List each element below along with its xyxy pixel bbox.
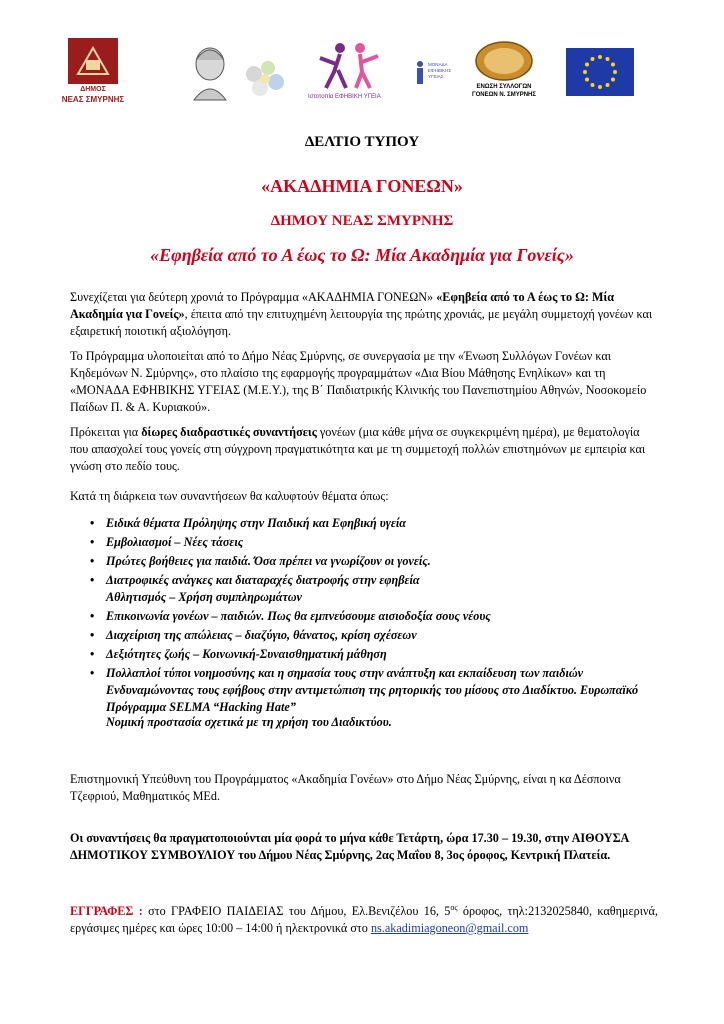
press-release-title: ΔΕΛΤΙΟ ΤΥΠΟΥ bbox=[304, 134, 420, 150]
meetings-highlight: δίωρες διαδραστικές συναντήσεις bbox=[141, 425, 317, 439]
dimos-logo bbox=[62, 38, 124, 106]
topic-item-continuation: Νομική προστασία σχετικά με τη χρήση του Διαδικτύου. bbox=[106, 715, 392, 729]
topic-item-continuation: Αθλητισμός – Χρήση συμπληρωμάτων bbox=[106, 590, 302, 604]
athena-bust-icon bbox=[186, 42, 234, 102]
dimos-label-2: ΝΕΑΣ ΣΜΥΡΝΗΣ bbox=[61, 95, 125, 104]
enosi-label-1: ΕΝΩΣΗ ΣΥΛΛΟΓΩΝ bbox=[476, 84, 532, 90]
intro-program-name: «Εφηβεία από το Α έως το Ω: Μία Ακαδημία για Γονείς» bbox=[70, 290, 615, 321]
intro-text-a: Συνεχίζεται για δεύτερη χρονιά το Πρόγραμμα «ΑΚΑΔΗΜΙΑ ΓΟΝΕΩΝ» bbox=[70, 290, 437, 304]
registration-sup: ος bbox=[450, 903, 458, 912]
meetings-text-a: Πρόκειται για bbox=[70, 425, 142, 439]
topic-item: • Διαχείριση της απώλειας – διαζύγιο, θάνατος, κρίση σχέσεων bbox=[72, 627, 662, 644]
logo-strip bbox=[62, 38, 662, 110]
intro-text-c: , έπειτα από την επιτυχημένη λειτουργία της πρώτης χρονιάς, με μεγάλη συμμετοχή γονέων και εξαιρετική ποιοτική αξιολόγηση. bbox=[70, 307, 653, 338]
topic-item: • Πολλαπλοί τύποι νοημοσύνης και η σημασία τους στην ανάπτυξη και εκπαίδευση των παιδιών Ενδυναμώνοντας τους εφήβους στην αντιμετώπιση της ρητορικής του μίσους στο Διαδίκτυο. Ευρωπαϊκό Πρόγραμμα SELMA “Hacking Hate” bbox=[72, 665, 662, 716]
topic-item: • Εμβολιασμοί – Νέες τάσεις bbox=[72, 534, 662, 551]
flower-logo bbox=[238, 56, 290, 102]
registration-text-b: όροφος, τηλ:2132025840, καθημερινά, εργάσιμες ημέρες και ώρες 10:00 – 14:00 ή ηλεκτρονικά στο bbox=[70, 904, 658, 936]
partnership-paragraph bbox=[70, 348, 658, 416]
topics-intro-paragraph bbox=[70, 488, 658, 505]
eu-flag-logo bbox=[566, 48, 634, 96]
registration-text-a: στο ΓΡΑΦΕΙΟ ΠΑΙΔΕΙΑΣ του Δήμου, Ελ.Βενιζέλου 16, 5 bbox=[142, 904, 451, 919]
program-subtitle: «Εφηβεία από το Α έως το Ω: Μία Ακαδημία για Γονείς» bbox=[150, 245, 574, 265]
topic-item: • Δεξιότητες ζωής – Κοινωνική-Συναισθηματική μάθηση bbox=[72, 646, 662, 663]
registration-paragraph bbox=[70, 899, 658, 937]
university-logo bbox=[186, 42, 234, 102]
topic-item: • Πρώτες βοήθειες για παιδιά. Όσα πρέπει να γνωρίζουν οι γονείς. bbox=[72, 553, 662, 570]
enosi-label-2: ΓΟΝΕΩΝ Ν. ΣΜΥΡΝΗΣ bbox=[472, 92, 536, 98]
eu-flag-icon bbox=[566, 48, 634, 96]
schedule-paragraph bbox=[70, 830, 658, 864]
academy-title: «ΑΚΑΔΗΜΙΑ ΓΟΝΕΩΝ» bbox=[261, 176, 463, 196]
municipality-title: ΔΗΜΟΥ ΝΕΑΣ ΣΜΥΡΝΗΣ bbox=[270, 213, 454, 229]
dancing-figures-icon bbox=[312, 40, 386, 92]
meetings-text-c: γονέων (μια κάθε μήνα σε συγκεκριμένη ημέρα), με θεματολογία που απασχολεί τους γονείς στη σύγχρονη πραγματικότητα και με τη συμμετοχή πολλών επιστημόνων με εμπειρία και γνώση στο πεδίο τους. bbox=[70, 425, 646, 473]
topics-list bbox=[72, 515, 662, 731]
topics-list-container bbox=[72, 515, 662, 733]
meetings-paragraph bbox=[70, 424, 658, 475]
efiveia-logo bbox=[308, 40, 386, 104]
intro-paragraph bbox=[70, 289, 658, 340]
enosi-emblem-icon bbox=[474, 40, 534, 82]
scientific-lead-text: Επιστημονική Υπεύθυνη του Προγράμματος «Ακαδημία Γονέων» στο Δήμο Νέας Σμύρνης, είναι η κα Δέσποινα Τζεφριού, Μαθηματικός MEd. bbox=[70, 772, 621, 803]
flower-icon bbox=[238, 56, 290, 102]
figure-icon bbox=[414, 60, 426, 86]
topic-item: • Επικοινωνία γονέων – παιδιών. Πως θα εμπνεύσουμε αισιοδοξία σους νέους bbox=[72, 608, 662, 625]
enosi-logo bbox=[468, 40, 540, 108]
topic-item: • Ειδικά θέματα Πρόληψης στην Παιδική και Εφηβική υγεία bbox=[72, 515, 662, 532]
email-link[interactable]: ns.akadimiagoneon@gmail.com bbox=[370, 921, 529, 936]
registration-label: ΕΓΓΡΑΦΕΣ : bbox=[70, 904, 143, 919]
topic-item: • Διατροφικές ανάγκες και διαταραχές διατροφής στην εφηβεία bbox=[72, 572, 662, 589]
dimos-label-1: ΔΗΜΟΣ bbox=[80, 86, 106, 93]
monada-logo bbox=[414, 60, 458, 100]
monada-label: ΜΟΝΑΔΑ ΕΦΗΒΙΚΗΣ ΥΓΕΙΑΣ bbox=[428, 62, 452, 79]
topics-intro-text: Κατά τη διάρκεια των συναντήσεων θα καλυφτούν θέματα όπως: bbox=[70, 489, 389, 503]
efiveia-label: Ιστοτοπία ΕΦΗΒΙΚΗ ΥΓΕΙΑ bbox=[308, 94, 381, 100]
scientific-lead-paragraph bbox=[70, 771, 658, 805]
partnership-text: Το Πρόγραμμα υλοποιείται από το Δήμο Νέας Σμύρνης, σε συνεργασία με την «Ένωση Συλλόγων Γονέων και Κηδεμόνων Ν. Σμύρνης», στο πλαίσιο της εφαρμογής προγραμμάτων «Δια Βίου Μάθησης Ενηλίκων» και τη «ΜΟΝΑΔΑ ΕΦΗΒΙΚΗΣ ΥΓΕΙΑΣ (Μ.Ε.Υ.), της Β΄ Παιδιατρικής Κλινικής του Πανεπιστημίου Αθηνών, Νοσοκομείο Παίδων Π. & Α. Κυριακού». bbox=[70, 349, 647, 414]
schedule-text: Οι συναντήσεις θα πραγματοποιούνται μία φορά το μήνα κάθε Τετάρτη, ώρα 17.30 – 19.30, στην ΑΙΘΟΥΣΑ ΔΗΜΟΤΙΚΟΥ ΣΥΜΒΟΥΛΙΟΥ του Δήμου Νέας Σμύρνης, 2ας Μαΐου 8, 3ος όροφος, Κεντρική Πλατεία. bbox=[70, 831, 629, 862]
